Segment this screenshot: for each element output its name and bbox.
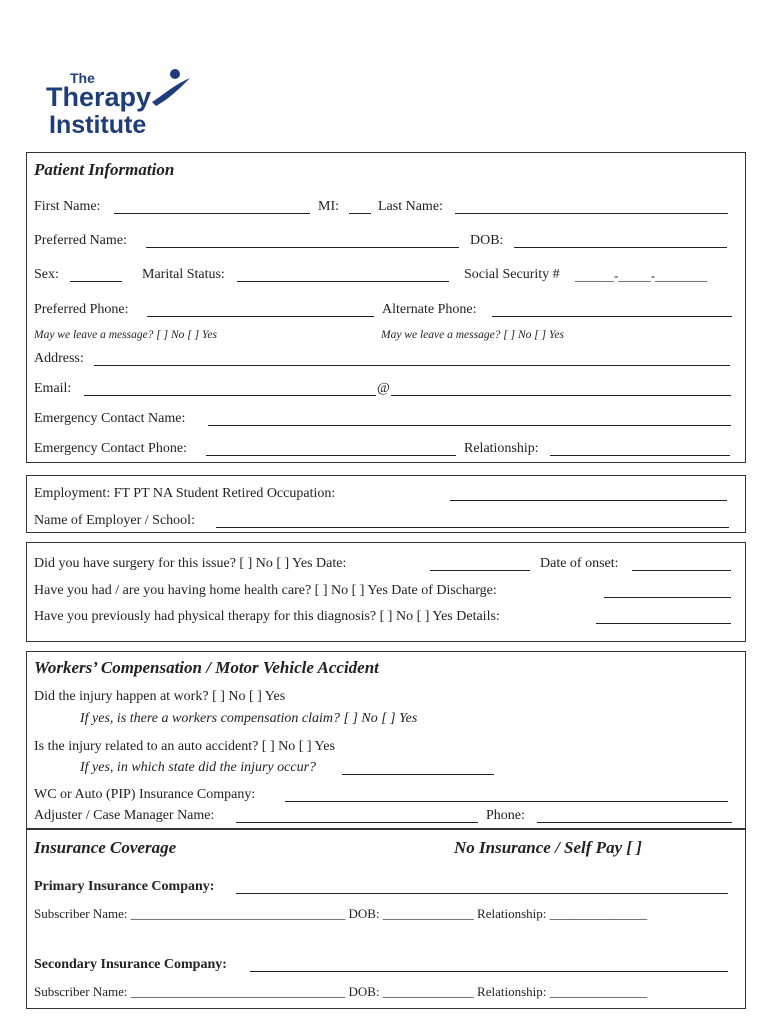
email-label: Email: [34, 381, 72, 396]
primary-subscriber-row[interactable]: Subscriber Name: _________________________________ DOB: ______________ Relationship: _______________ [34, 906, 648, 921]
logo-the: The [70, 70, 95, 86]
auto-accident-question[interactable]: Is the injury related to an auto accident? [ ] No [ ] Yes [34, 739, 335, 754]
email-at-sign: @ [377, 381, 390, 396]
adjuster-phone-field[interactable] [537, 822, 732, 823]
first-name-label: First Name: [34, 199, 101, 214]
date-of-onset-field[interactable] [632, 570, 731, 571]
mi-field[interactable] [349, 213, 371, 214]
discharge-date-field[interactable] [604, 597, 731, 598]
patient-info-title: Patient Information [34, 160, 175, 179]
relationship-label: Relationship: [464, 441, 539, 456]
alternate-phone-label: Alternate Phone: [382, 302, 477, 317]
secondary-insurance-label: Secondary Insurance Company: [34, 957, 227, 972]
wc-insurance-company-label: WC or Auto (PIP) Insurance Company: [34, 787, 256, 802]
preferred-name-field[interactable] [146, 247, 459, 248]
wc-claim-question[interactable]: If yes, is there a workers compensation claim? [ ] No [ ] Yes [80, 711, 418, 726]
sex-field[interactable] [70, 281, 122, 282]
preferred-name-label: Preferred Name: [34, 233, 127, 248]
surgery-question[interactable]: Did you have surgery for this issue? [ ] No [ ] Yes Date: [34, 556, 347, 571]
emergency-contact-phone-label: Emergency Contact Phone: [34, 441, 187, 456]
dob-field[interactable] [514, 247, 727, 248]
primary-insurance-field[interactable] [236, 893, 728, 894]
self-pay-checkbox[interactable]: No Insurance / Self Pay [ ] [454, 838, 642, 857]
secondary-insurance-field[interactable] [250, 971, 728, 972]
adjuster-label: Adjuster / Case Manager Name: [34, 808, 215, 823]
employer-label: Name of Employer / School: [34, 513, 195, 528]
adjuster-field[interactable] [236, 822, 478, 823]
employment-label[interactable]: Employment: FT PT NA Student Retired Occupation: [34, 486, 336, 501]
occupation-field[interactable] [450, 500, 727, 501]
marital-status-label: Marital Status: [142, 267, 225, 282]
emergency-contact-name-field[interactable] [208, 425, 731, 426]
relationship-field[interactable] [550, 455, 730, 456]
employer-field[interactable] [216, 527, 729, 528]
logo-therapy: Therapy [46, 82, 152, 112]
date-of-onset-label: Date of onset: [540, 556, 619, 571]
wc-insurance-company-field[interactable] [285, 801, 728, 802]
workers-comp-title: Workers’ Compensation / Motor Vehicle Accident [34, 658, 379, 677]
last-name-field[interactable] [455, 213, 728, 214]
logo-institute: Institute [49, 111, 147, 138]
last-name-label: Last Name: [378, 199, 443, 214]
secondary-subscriber-row[interactable]: Subscriber Name: _________________________________ DOB: ______________ Relationship: _______________ [34, 984, 648, 999]
address-label: Address: [34, 351, 84, 366]
logo-swoosh-icon [152, 78, 190, 106]
message-permission-2[interactable]: May we leave a message? [ ] No [ ] Yes [381, 329, 564, 341]
message-permission-1[interactable]: May we leave a message? [ ] No [ ] Yes [34, 329, 217, 341]
injury-state-question: If yes, in which state did the injury occur? [80, 760, 317, 775]
mi-label: MI: [318, 199, 339, 214]
dob-label: DOB: [470, 233, 504, 248]
alternate-phone-field[interactable] [492, 316, 732, 317]
previous-pt-details-field[interactable] [596, 623, 731, 624]
preferred-phone-field[interactable] [147, 316, 374, 317]
injury-state-field[interactable] [342, 774, 494, 775]
emergency-contact-name-label: Emergency Contact Name: [34, 411, 186, 426]
sex-label: Sex: [34, 267, 59, 282]
logo-figure-head-icon [170, 69, 180, 79]
insurance-coverage-title: Insurance Coverage [34, 838, 177, 857]
surgery-date-field[interactable] [430, 570, 530, 571]
work-injury-question[interactable]: Did the injury happen at work? [ ] No [ ] Yes [34, 689, 286, 704]
primary-insurance-label: Primary Insurance Company: [34, 879, 215, 894]
home-health-question[interactable]: Have you had / are you having home health care? [ ] No [ ] Yes Date of Discharge: [34, 583, 497, 598]
email-user-field[interactable] [84, 395, 376, 396]
email-domain-field[interactable] [391, 395, 731, 396]
preferred-phone-label: Preferred Phone: [34, 302, 129, 317]
emergency-contact-phone-field[interactable] [206, 455, 456, 456]
logo [44, 66, 194, 138]
first-name-field[interactable] [114, 213, 310, 214]
marital-status-field[interactable] [237, 281, 449, 282]
previous-pt-question[interactable]: Have you previously had physical therapy for this diagnosis? [ ] No [ ] Yes Details: [34, 609, 500, 624]
address-field[interactable] [94, 365, 730, 366]
adjuster-phone-label: Phone: [486, 808, 525, 823]
ssn-label: Social Security # [464, 267, 560, 282]
ssn-field[interactable]: ______-_____-________ [575, 268, 708, 283]
